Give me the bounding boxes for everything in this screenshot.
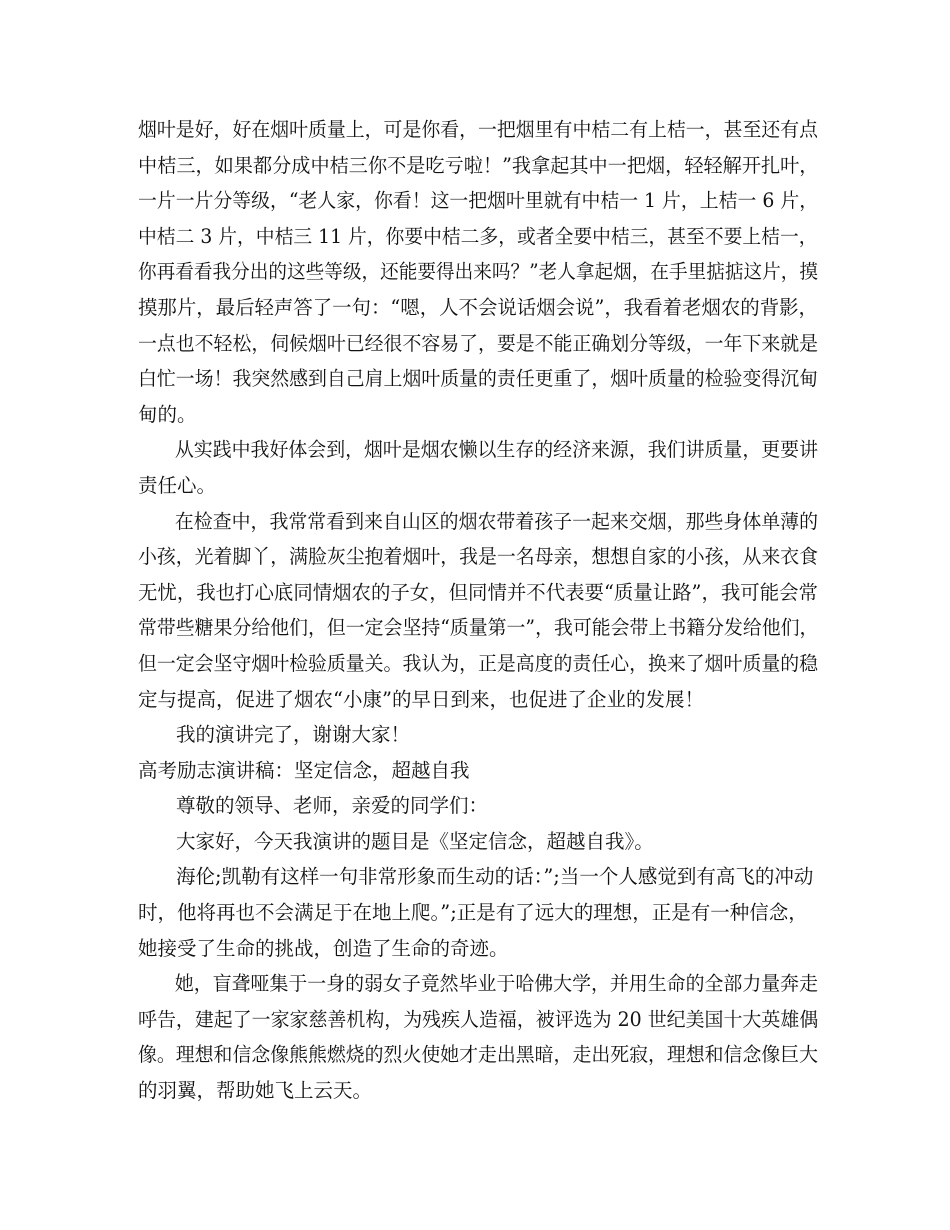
text-line: 的羽翼，帮助她飞上云天。 xyxy=(138,1079,373,1103)
text-line: 一点也不轻松，伺候烟叶已经很不容易了，要是不能正确划分等级，一年下来就是 xyxy=(138,331,819,355)
text-line: 从实践中我好体会到，烟叶是烟农懒以生存的经济来源，我们讲质量，更要讲 xyxy=(174,438,819,462)
text-line: 她接受了生命的挑战，创造了生命的奇迹。 xyxy=(138,936,509,960)
text-line: 白忙一场！我突然感到自己肩上烟叶质量的责任更重了，烟叶质量的检验变得沉甸 xyxy=(138,367,819,391)
document-body xyxy=(138,112,818,1109)
text-line: 你再看看我分出的这些等级，还能要得出来吗？”老人拿起烟，在手里掂掂这片，摸 xyxy=(138,260,818,284)
text-line: 定与提高，促进了烟农“小康”的早日到来，也促进了企业的发展！ xyxy=(138,687,704,711)
text-line: 像。理想和信念像熊熊燃烧的烈火使她才走出黑暗，走出死寂，理想和信念像巨大 xyxy=(138,1043,819,1067)
text-line: 她，盲聋哑集于一身的弱女子竟然毕业于哈佛大学，并用生命的全部力量奔走 xyxy=(174,972,819,996)
text-line: 无忧，我也打心底同情烟农的子女，但同情并不代表要“质量让路”，我可能会常 xyxy=(138,580,818,604)
text-line: 甸的。 xyxy=(138,402,197,426)
text-line: 我的演讲完了，谢谢大家！ xyxy=(176,723,411,747)
text-line: 小孩，光着脚丫，满脸灰尘抱着烟叶，我是一名母亲，想想自家的小孩，从来衣食 xyxy=(138,545,819,569)
text-line: 常带些糖果分给他们，但一定会坚持“质量第一”，我可能会带上书籍分发给他们， xyxy=(138,616,819,640)
text-line: 高考励志演讲稿：坚定信念，超越自我 xyxy=(138,758,470,782)
text-line: 时，他将再也不会满足于在地上爬。”;正是有了远大的理想，正是有一种信念， xyxy=(138,901,808,925)
text-line: 一片一片分等级，“老人家，你看！这一把烟叶里就有中桔一 1 片，上桔一 6 片， xyxy=(138,189,819,213)
text-line: 在检查中，我常常看到来自山区的烟农带着孩子一起来交烟，那些身体单薄的 xyxy=(174,509,819,533)
text-line: 尊敬的领导、老师，亲爱的同学们： xyxy=(176,794,489,818)
text-line: 责任心。 xyxy=(138,473,217,497)
text-line: 中桔三，如果都分成中桔三你不是吃亏啦！”我拿起其中一把烟，轻轻解开扎叶， xyxy=(138,153,819,177)
text-line: 大家好，今天我演讲的题目是《坚定信念，超越自我》。 xyxy=(176,829,654,853)
text-line: 海伦;凯勒有这样一句非常形象而生动的话：”;当一个人感觉到有高飞的冲动 xyxy=(176,865,814,889)
text-line: 烟叶是好，好在烟叶质量上，可是你看，一把烟里有中桔二有上桔一，甚至还有点 xyxy=(138,118,819,141)
text-line: 但一定会坚守烟叶检验质量关。我认为，正是高度的责任心，换来了烟叶质量的稳 xyxy=(138,651,819,675)
text-line: 呼告，建起了一家家慈善机构，为残疾人造福，被评选为 20 世纪美国十大英雄偶 xyxy=(138,1007,819,1031)
text-line: 摸那片，最后轻声答了一句：“嗯，人不会说话烟会说”，我看着老烟农的背影， xyxy=(138,295,818,319)
text-line: 中桔二 3 片，中桔三 11 片，你要中桔二多，或者全要中桔三，甚至不要上桔一， xyxy=(138,224,818,248)
